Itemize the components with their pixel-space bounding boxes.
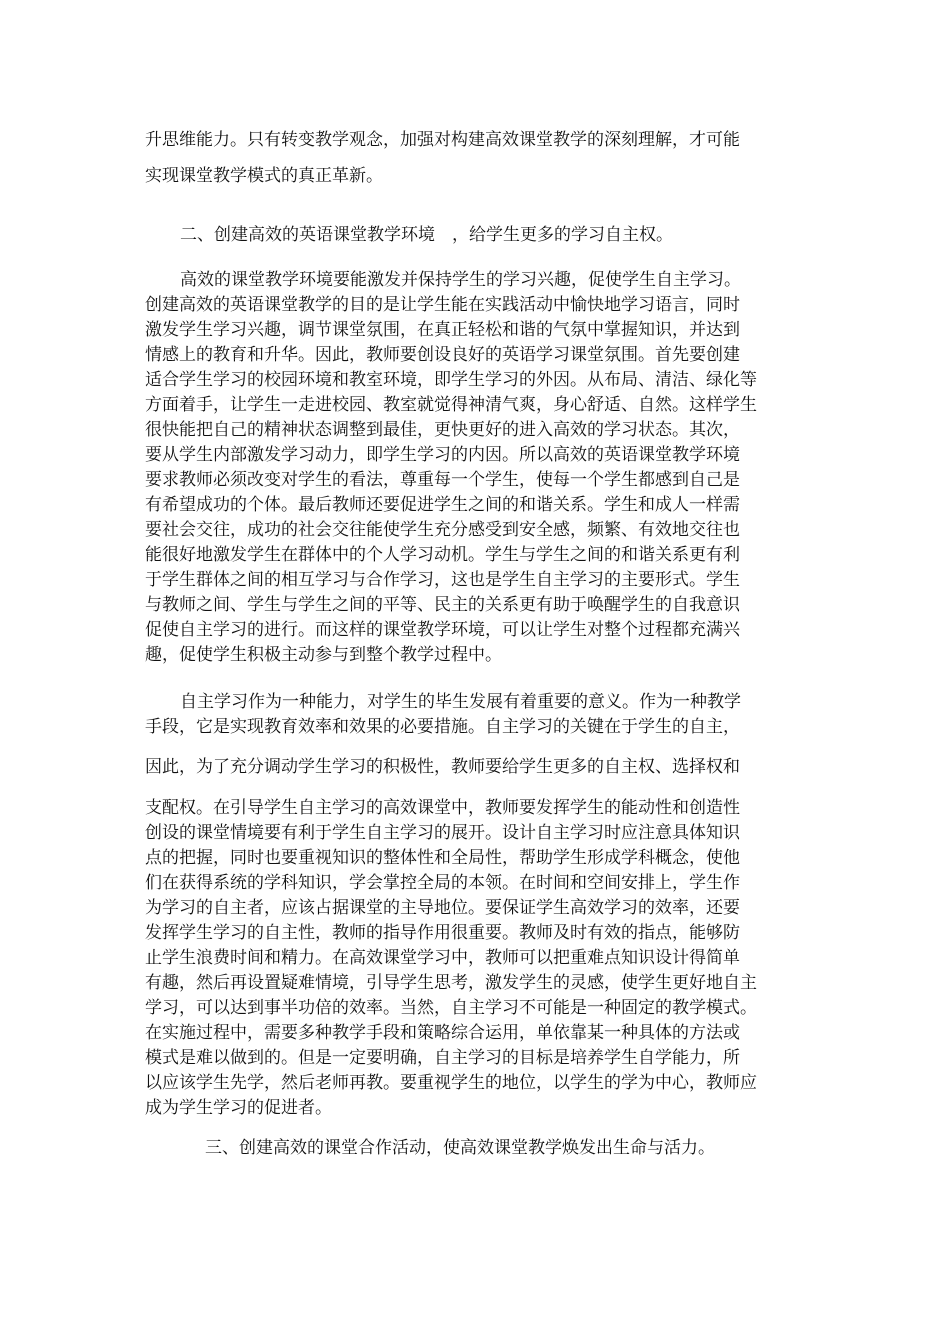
paragraph-line: 有希望成功的个体。最后教师还要促进学生之间的和谐关系。学生和成人一样需	[145, 495, 740, 515]
paragraph-line: 自主学习作为一种能力，对学生的毕生发展有着重要的意义。作为一种教学	[180, 692, 741, 712]
paragraph-line: 要社会交往，成功的社会交往能使学生充分感受到安全感，频繁、有效地交往也	[145, 520, 740, 540]
paragraph-line: 适合学生学习的校园环境和教室环境，即学生学习的外因。从布局、清洁、绿化等	[145, 370, 757, 390]
paragraph-line: 们在获得系统的学科知识，学会掌控全局的本领。在时间和空间安排上，学生作	[145, 873, 740, 893]
section-heading-3: 三、创建高效的课堂合作活动，使高效课堂教学焕发出生命与活力。	[205, 1138, 715, 1158]
paragraph-line: 方面着手，让学生一走进校园、教室就觉得神清气爽，身心舒适、自然。这样学生	[145, 395, 757, 415]
paragraph-line: 模式是难以做到的。但是一定要明确，自主学习的目标是培养学生自学能力，所	[145, 1048, 740, 1068]
paragraph-line: 情感上的教育和升华。因此，教师要创设良好的英语学习课堂氛围。首先要创建	[145, 345, 740, 365]
paragraph-line: 激发学生学习兴趣，调节课堂氛围，在真正轻松和谐的气氛中掌握知识，并达到	[145, 320, 740, 340]
paragraph-line: 创建高效的英语课堂教学的目的是让学生能在实践活动中愉快地学习语言，同时	[145, 295, 740, 315]
paragraph-line: 止学生浪费时间和精力。在高效课堂学习中，教师可以把重难点知识设计得简单	[145, 948, 740, 968]
paragraph-line: 手段，它是实现教育效率和效果的必要措施。自主学习的关键在于学生的自主，	[145, 717, 740, 737]
paragraph-line: 点的把握，同时也要重视知识的整体性和全局性，帮助学生形成学科概念，使他	[145, 848, 740, 868]
paragraph-line: 学习，可以达到事半功倍的效率。当然，自主学习不可能是一种固定的教学模式。	[145, 998, 757, 1018]
paragraph-line: 能很好地激发学生在群体中的个人学习动机。学生与学生之间的和谐关系更有利	[145, 545, 740, 565]
paragraph-line: 趣，促使学生积极主动参与到整个教学过程中。	[145, 645, 502, 665]
paragraph-line: 因此，为了充分调动学生学习的积极性，教师要给学生更多的自主权、选择权和	[145, 757, 740, 777]
paragraph-line: 有趣，然后再设置疑难情境，引导学生思考，激发学生的灵感，使学生更好地自主	[145, 973, 757, 993]
paragraph-line: 发挥学生学习的自主性，教师的指导作用很重要。教师及时有效的指点，能够防	[145, 923, 740, 943]
paragraph-line: 成为学生学习的促进者。	[145, 1098, 332, 1118]
paragraph-line: 为学习的自主者，应该占据课堂的主导地位。要保证学生高效学习的效率，还要	[145, 898, 740, 918]
intro-line: 实现课堂教学模式的真正革新。	[145, 166, 383, 186]
paragraph-line: 促使自主学习的进行。而这样的课堂教学环境，可以让学生对整个过程都充满兴	[145, 620, 740, 640]
paragraph-line: 要从学生内部激发学习动力，即学生学习的内因。所以高效的英语课堂教学环境	[145, 445, 740, 465]
paragraph-line: 与教师之间、学生与学生之间的平等、民主的关系更有助于唤醒学生的自我意识	[145, 595, 740, 615]
paragraph-line: 很快能把自己的精神状态调整到最佳，更快更好的进入高效的学习状态。其次，	[145, 420, 740, 440]
paragraph-line: 于学生群体之间的相互学习与合作学习，这也是学生自主学习的主要形式。学生	[145, 570, 740, 590]
paragraph-line: 在实施过程中，需要多种教学手段和策略综合运用，单依靠某一种具体的方法或	[145, 1023, 740, 1043]
paragraph-line: 以应该学生先学，然后老师再教。要重视学生的地位，以学生的学为中心，教师应	[145, 1073, 757, 1093]
paragraph-line: 高效的课堂教学环境要能激发并保持学生的学习兴趣，促使学生自主学习。	[180, 270, 741, 290]
paragraph-line: 支配权。在引导学生自主学习的高效课堂中，教师要发挥学生的能动性和创造性	[145, 798, 740, 818]
section-heading-2: 二、创建高效的英语课堂教学环境 ，给学生更多的学习自主权。	[180, 225, 673, 245]
paragraph-line: 要求教师必须改变对学生的看法，尊重每一个学生，使每一个学生都感到自己是	[145, 470, 740, 490]
paragraph-line: 创设的课堂情境要有利于学生自主学习的展开。设计自主学习时应注意具体知识	[145, 823, 740, 843]
intro-line: 升思维能力。只有转变教学观念，加强对构建高效课堂教学的深刻理解，才可能	[145, 130, 740, 150]
